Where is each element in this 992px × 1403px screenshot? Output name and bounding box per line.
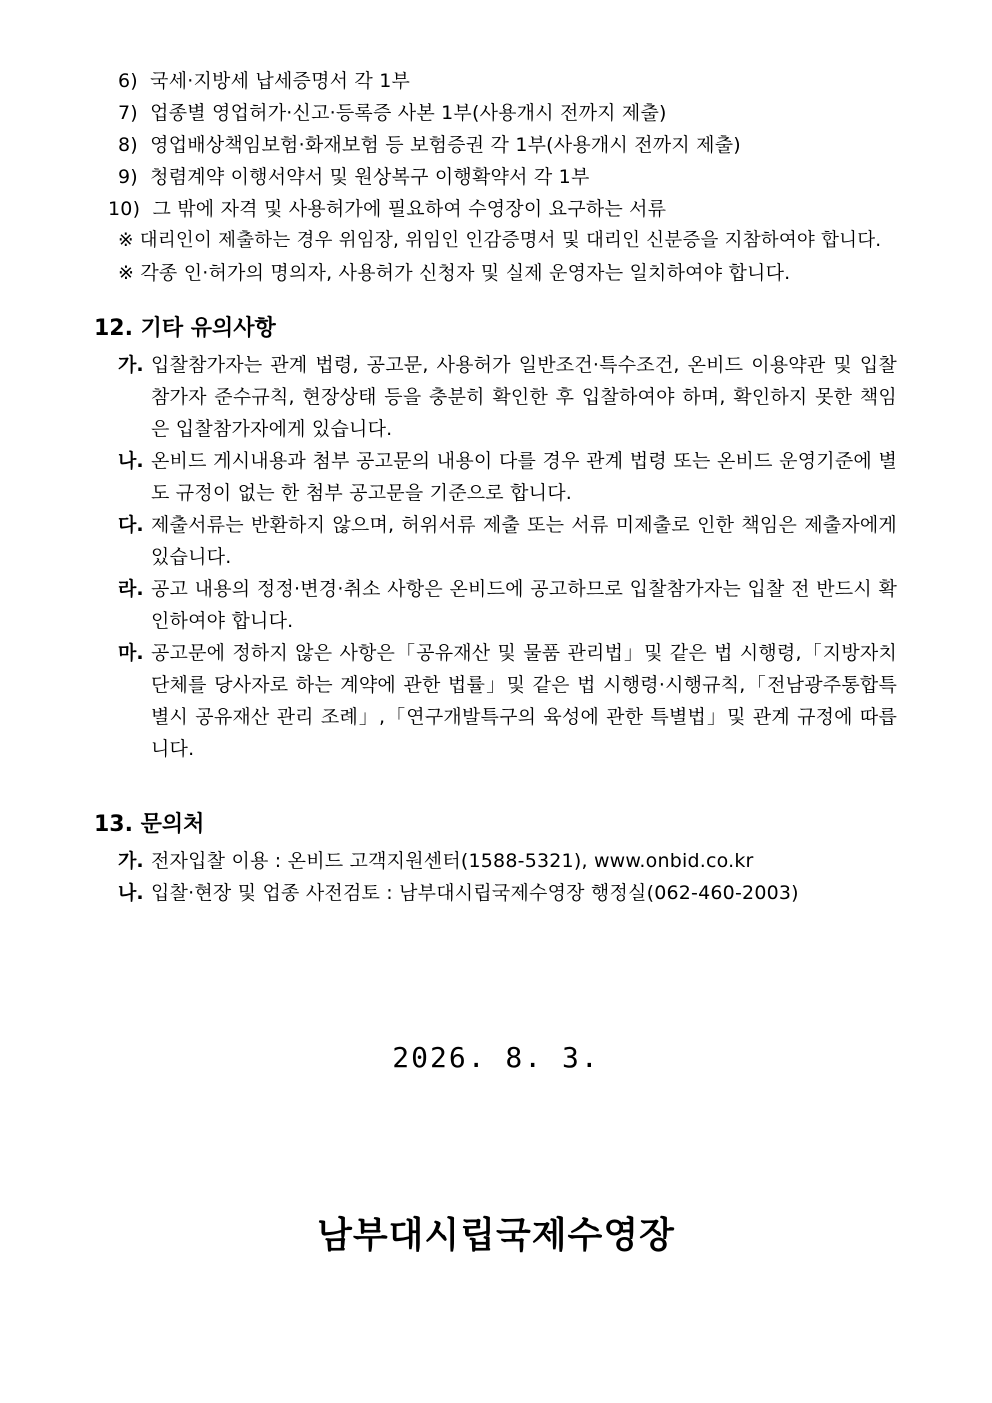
doc-item-number: 7): [118, 102, 138, 124]
section-12-item-ga: 입찰참가자는 관계 법령, 공고문, 사용허가 일반조건·특수조건, 온비드 이용약관 및 입찰참가자 준수규칙, 현장상태 등을 충분히 확인한 후 입찰하여야 하며, 확인하지 못한 책임은 입찰참가자에게 있습니다.: [151, 354, 897, 440]
section-12-marker-ra: 라.: [118, 578, 144, 600]
section-12-marker-da: 다.: [118, 514, 144, 536]
doc-item-number: 8): [118, 134, 138, 156]
doc-item-text: 영업배상책임보험·화재보험 등 보험증권 각 1부(사용개시 전까지 제출): [150, 134, 741, 156]
doc-item-text: 업종별 영업허가·신고·등록증 사본 1부(사용개시 전까지 제출): [150, 102, 667, 124]
doc-item-6: [118, 65, 410, 97]
doc-item-10: [108, 193, 666, 225]
doc-item-number: 9): [118, 166, 138, 188]
section-12-item-da: 제출서류는 반환하지 않으며, 허위서류 제출 또는 서류 미제출로 인한 책임은 제출자에게 있습니다.: [151, 514, 897, 568]
section-12-marker-ga: 가.: [118, 354, 144, 376]
section-12-title: 12. 기타 유의사항: [94, 316, 276, 341]
section-13-title: 13. 문의처: [94, 812, 205, 837]
doc-item-number: 10): [108, 198, 141, 220]
section-12-marker-na: 나.: [118, 450, 144, 472]
doc-item-9: [118, 161, 590, 193]
organization-name: 남부대시립국제수영장: [317, 1215, 675, 1256]
doc-item-7: [118, 97, 667, 129]
note-proxy: ※ 대리인이 제출하는 경우 위임장, 위임인 인감증명서 및 대리인 신분증을 지참하여야 합니다.: [118, 230, 882, 251]
announcement-date: 2026. 8. 3.: [392, 1041, 600, 1074]
section-12-item-na: 온비드 게시내용과 첨부 공고문의 내용이 다를 경우 관계 법령 또는 온비드 운영기준에 별도 규정이 없는 한 첨부 공고문을 기준으로 합니다.: [151, 450, 897, 504]
doc-item-number: 6): [118, 70, 138, 92]
section-13-marker-na: 나.: [118, 882, 144, 904]
contact-onbid: 전자입찰 이용 : 온비드 고객지원센터(1588-5321), www.onbid.co.kr: [151, 850, 754, 872]
section-12-item-ma: 공고문에 정하지 않은 사항은「공유재산 및 물품 관리법」및 같은 법 시행령,「지방자치단체를 당사자로 하는 계약에 관한 법률」및 같은 법 시행령·시행규칙,「전남광주통합특별시 공유재산 관리 조례」,「연구개발특구의 육성에 관한 특별법」및 관계 규정에 따릅니다.: [151, 642, 897, 760]
note-identity: ※ 각종 인·허가의 명의자, 사용허가 신청자 및 실제 운영자는 일치하여야 합니다.: [118, 262, 791, 284]
section-13-marker-ga: 가.: [118, 850, 144, 872]
contact-office: 입찰·현장 및 업종 사전검토 : 남부대시립국제수영장 행정실(062-460-2003): [151, 882, 799, 904]
doc-item-text: 국세·지방세 납세증명서 각 1부: [150, 70, 411, 92]
doc-item-8: [118, 129, 741, 161]
doc-item-text: 그 밖에 자격 및 사용허가에 필요하여 수영장이 요구하는 서류: [152, 198, 667, 220]
doc-item-text: 청렴계약 이행서약서 및 원상복구 이행확약서 각 1부: [150, 166, 590, 188]
section-12-item-ra: 공고 내용의 정정·변경·취소 사항은 온비드에 공고하므로 입찰참가자는 입찰 전 반드시 확인하여야 합니다.: [151, 578, 897, 632]
section-12-marker-ma: 마.: [118, 642, 144, 664]
